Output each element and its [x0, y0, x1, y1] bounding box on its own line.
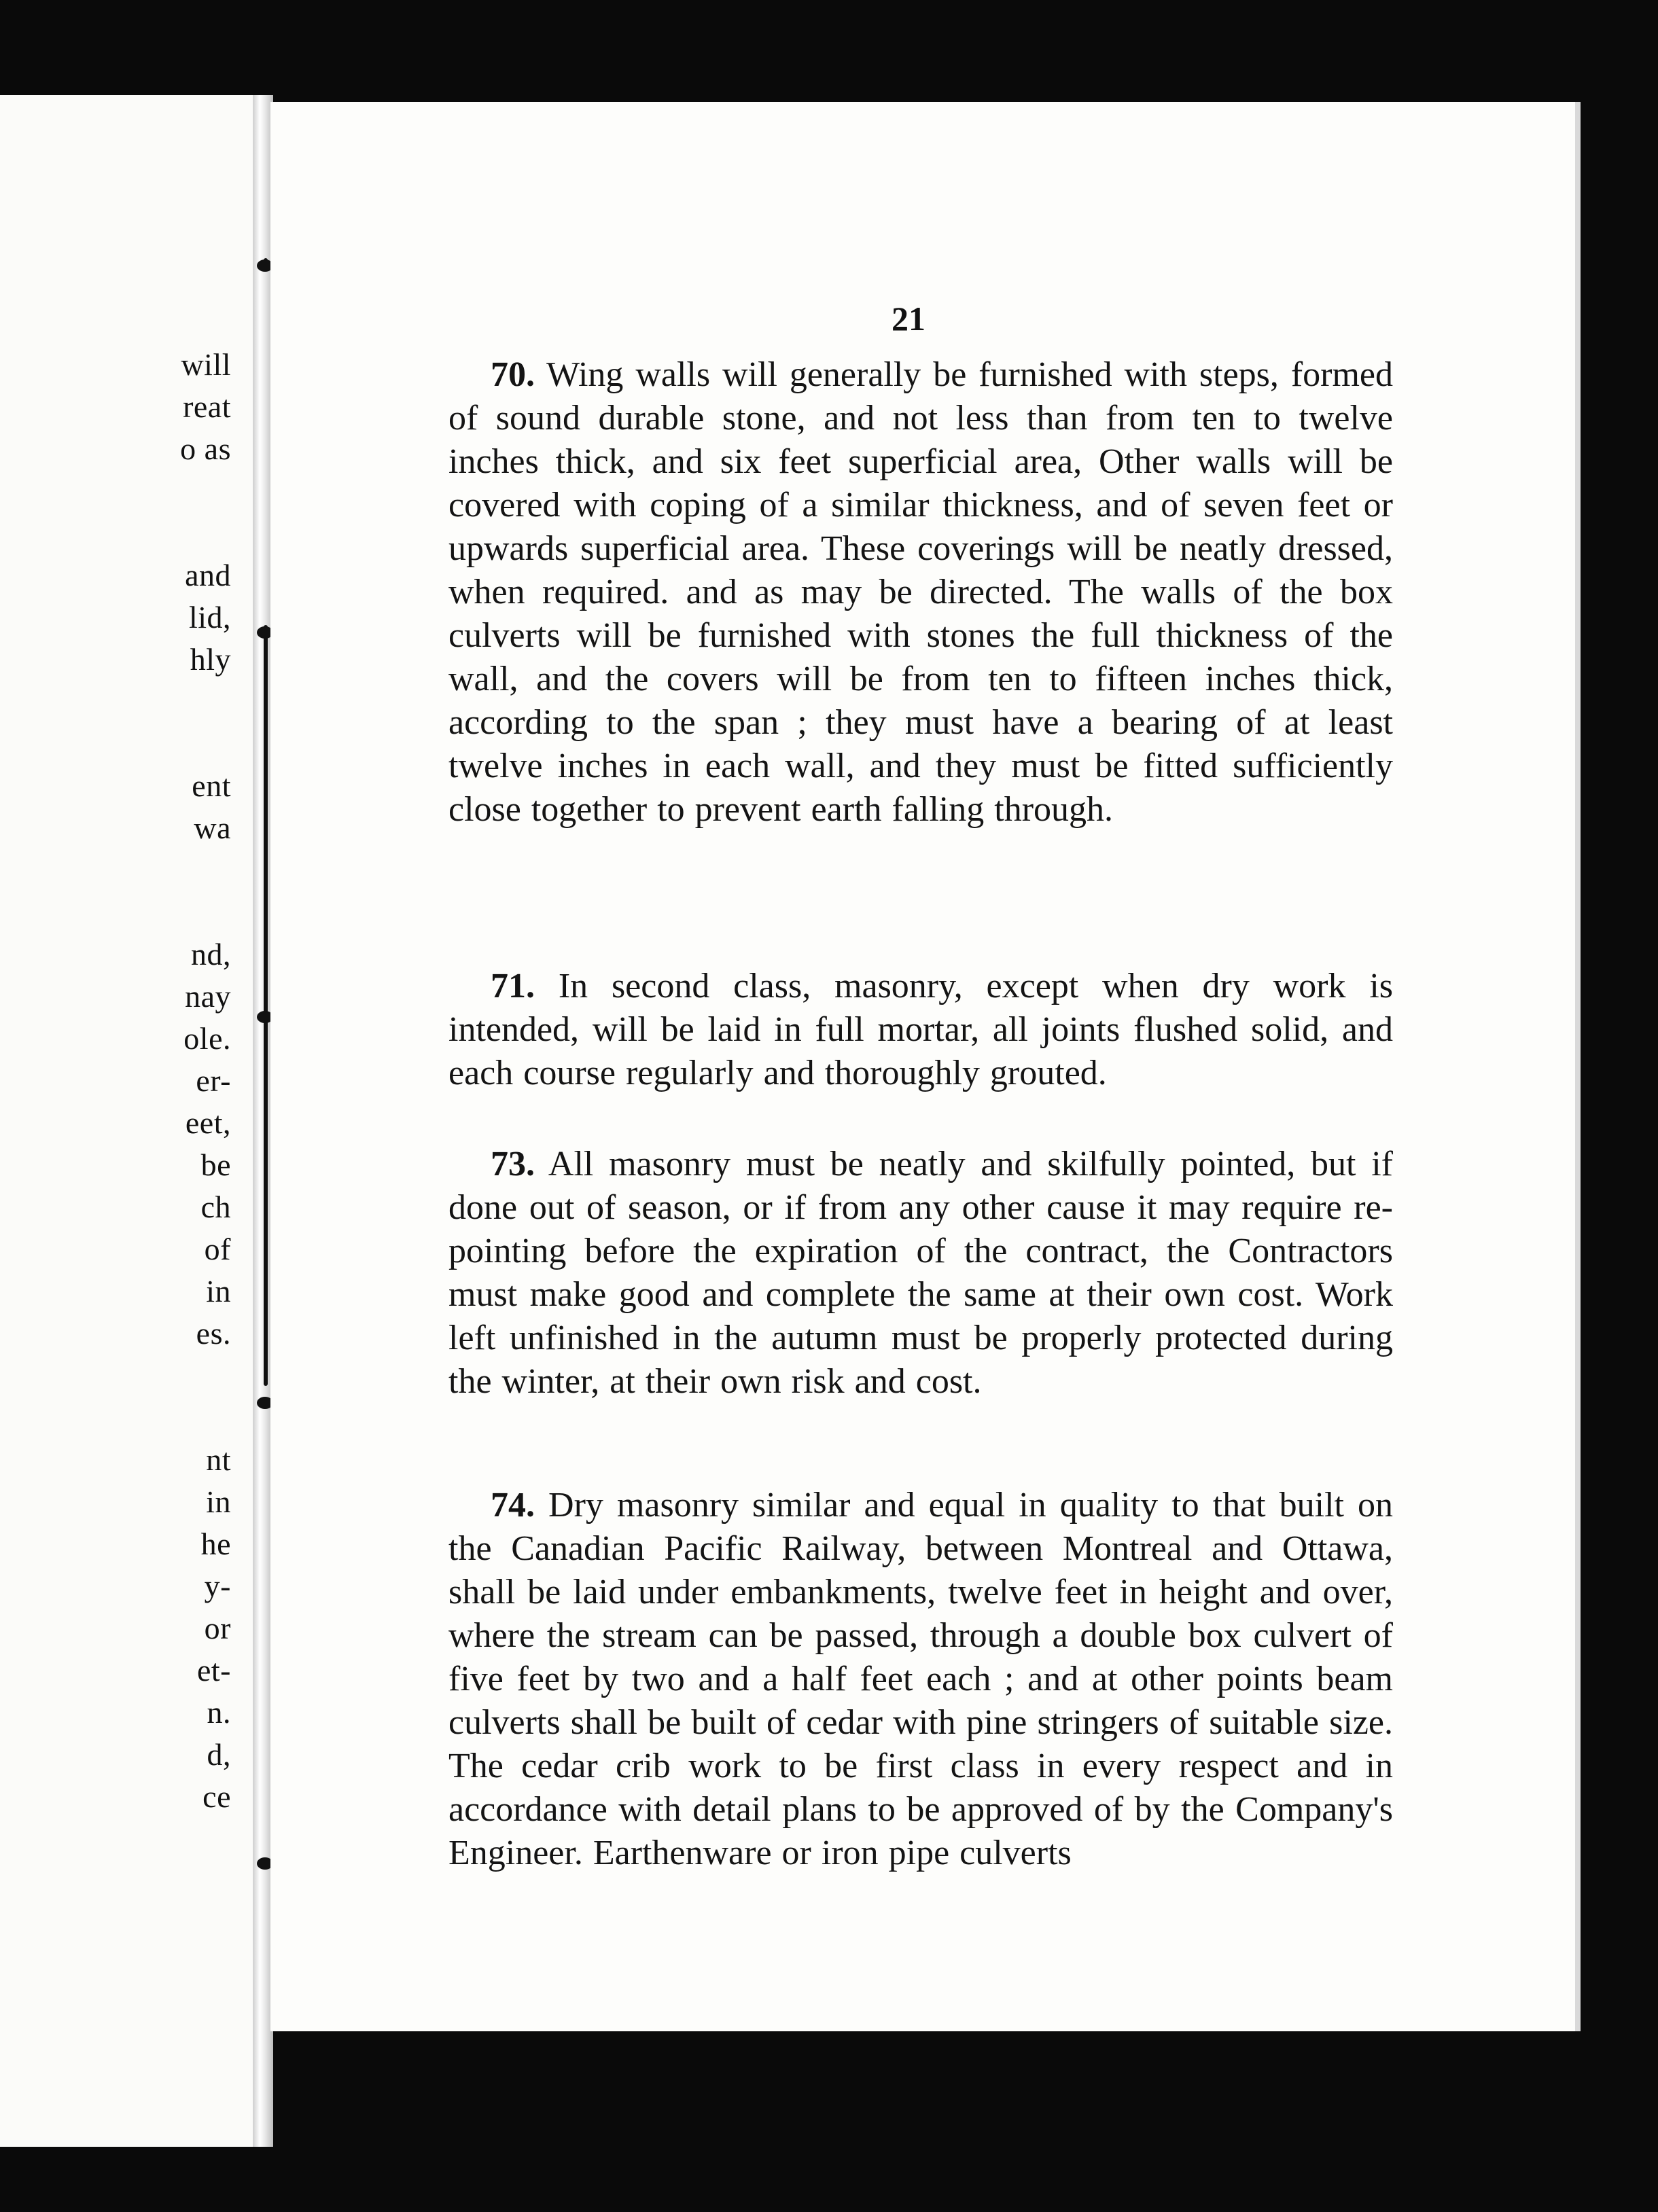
- paragraph-text: In second class, masonry, except when dry work is intended, will be laid in full mortar, all joints flushed solid, and each course regularly and thoroughly grouted.: [448, 967, 1393, 1092]
- paragraph-71: [448, 965, 1393, 1095]
- left-fragment: ch: [200, 1190, 231, 1224]
- left-fragment: er-: [196, 1063, 231, 1098]
- left-fragment: be: [200, 1147, 231, 1182]
- left-fragment: or: [204, 1611, 231, 1645]
- paragraph-number: 74.: [491, 1486, 535, 1524]
- left-fragment: in: [206, 1484, 231, 1519]
- paragraph-70: [448, 353, 1393, 832]
- left-fragment: of: [204, 1232, 231, 1266]
- paragraph-number: 70.: [491, 355, 535, 394]
- left-fragment: d,: [207, 1737, 231, 1772]
- binding-thread: [264, 625, 268, 1386]
- left-fragment: nay: [185, 979, 231, 1014]
- paragraph-74: [448, 1484, 1393, 1875]
- left-fragment: o as: [180, 431, 231, 466]
- left-fragment: will: [181, 347, 231, 382]
- left-fragment: wa: [194, 810, 231, 845]
- left-page: [0, 95, 258, 2147]
- paragraph-number: 73.: [491, 1145, 535, 1183]
- left-fragment: ent: [192, 768, 231, 803]
- left-fragment: eet,: [185, 1105, 231, 1140]
- paragraph-73: [448, 1143, 1393, 1404]
- paragraph-text: Dry masonry similar and equal in quality to that built on the Canadian Pacific Railway, between Montreal and Ottawa, shall be laid under embankments, twelve feet in height and over, where the stream can be passed, through a double box culvert of five feet by two and a half feet each ; and at other points beam culverts shall be built of cedar with pine stringers of suitable size. The cedar crib work to be first class in every respect and in accordance with detail plans to be approved of by the Company's Engineer. Earthenware or iron pipe culverts: [448, 1486, 1393, 1872]
- left-fragment: lid,: [188, 600, 231, 635]
- left-fragment: nt: [206, 1442, 231, 1477]
- paragraph-number: 71.: [491, 967, 535, 1005]
- left-fragment: ce: [202, 1779, 231, 1814]
- left-fragment: y-: [204, 1569, 231, 1603]
- left-fragment: es.: [196, 1316, 231, 1351]
- left-fragment: hly: [190, 642, 231, 677]
- left-fragment: ole.: [183, 1021, 231, 1056]
- left-fragment: et-: [196, 1653, 231, 1688]
- left-fragment: reat: [183, 389, 231, 424]
- left-fragment: he: [200, 1527, 231, 1561]
- left-fragment: and: [185, 558, 231, 592]
- left-fragment: in: [206, 1274, 231, 1308]
- paragraph-text: All masonry must be neatly and skilfully pointed, but if done out of season, or if from any other cause it may require re-pointing before the expiration of the contract, the Contractors must make good and complete the same at their own cost. Work left unfinished in the autumn must be properly protected during the winter, at their own risk and cost.: [448, 1145, 1393, 1401]
- paragraph-text: Wing walls will generally be furnished with steps, formed of sound durable stone, and not less than from ten to twelve inches thick, and six feet superficial area, Other walls will be covered with coping of a similar thickness, and of seven feet or upwards superficial area. These coverings will be neatly dressed, when required. and as may be directed. The walls of the box culverts will be furnished with stones the full thickness of the wall, and the covers will be from ten to fifteen inches thick, according to the span ; they must have a bearing of at least twelve inches in each wall, and they must be fitted sufficiently close together to prevent earth falling through.: [448, 355, 1393, 829]
- left-fragment: nd,: [191, 937, 231, 971]
- page-number: 21: [892, 300, 925, 338]
- left-fragment: n.: [207, 1695, 231, 1730]
